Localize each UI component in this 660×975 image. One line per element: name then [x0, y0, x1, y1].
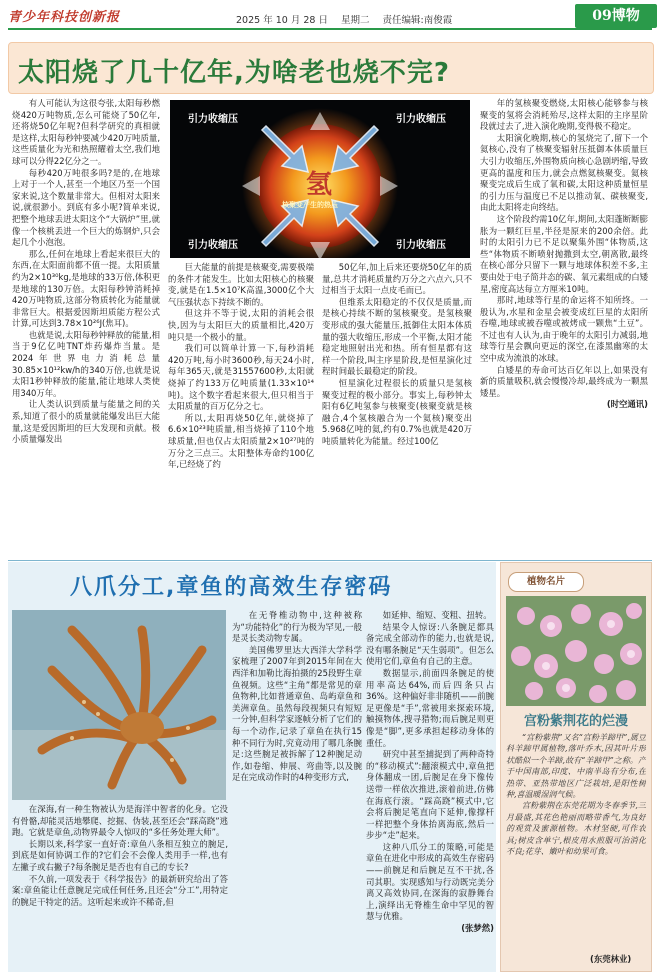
section-badge: 09博物: [575, 4, 657, 28]
paragraph: 在无脊椎动物中,这种被称为“功能特化”的行为极为罕见,一般是灵长类动物专属。: [232, 610, 362, 644]
sun-illustration: [170, 100, 470, 258]
paragraph: 年的氢核聚变燃烧,太阳核心能够参与核聚变的氢将会消耗殆尽,这样太阳的主序星阶段就过去了,进入演化晚期,变得极不稳定。: [480, 98, 648, 132]
sun-label-top-right: 引力收缩压: [396, 114, 446, 125]
issue-info: [236, 12, 462, 26]
paragraph: 恒星演化过程很长的质量只是氢核聚变过程的极小部分。事实上,每秒钟太阳有6亿吨氢参与核聚变(核聚变就是核融合,4个氢核融合为一个氦核)聚变出5.968亿吨的氦,约有0.7%也就是420万吨质量转化为能量。经过100亿: [322, 377, 472, 446]
article2-column-3: [366, 610, 494, 970]
article2-column-2: [232, 610, 362, 970]
article1-column-1: [12, 98, 160, 553]
paragraph: 数据显示,前面四条腕足的使用率高达64%,而后四条只占36%。这种偏好非非随机——前腕足更像是“手”,常被用来探索环境,触摸物体,搜寻猎物;而后腕足则更像是“脚”,更多承担起移动身体的重任。: [366, 667, 494, 748]
paragraph: 在深海,有一种生物被认为是海洋中智者的化身。它没有骨骼,却能灵活地攀爬、挖掘、伪装,甚至还会“踩高跷”逃跑。它就是章鱼,动物界最令人惊叹的“多任务处理大师”。: [12, 804, 228, 838]
issue-editor: 责任编辑:南俊霞: [382, 15, 453, 26]
sun-label-bottom-right: 引力收缩压: [396, 240, 446, 251]
article2-column-1: [12, 804, 228, 970]
paragraph: 也就是说,太阳每秒钟释放的能量,相当于9亿亿吨TNT炸药爆炸当量。是2024年世界电力消耗总量30.85×10¹²kw/h的340万倍,也就是说太阳1秒钟释放的能量,能让地球人类使用340万年。: [12, 329, 160, 398]
paragraph: 但这并不等于说,太阳的消耗会很快,因为与太阳巨大的质量相比,420万吨只是一个极小的量。: [168, 308, 314, 342]
paragraph: 太阳演化晚期,核心的氢烧完了,留下一个氦核心,没有了核聚变辐射压抵御本体质量巨大引力收缩压,外围物质向核心急剧坍缩,导致更高的温度和压力,就会点燃氦核聚变。氦核聚变完成后生成了氧和碳,太阳这种质量恒星的引力压与温度已不足以推动氧、碳核聚变,由此太阳将走向终结。: [480, 132, 648, 213]
sun-label-bottom-left: 引力收缩压: [188, 240, 238, 251]
sun-label-top-left: 引力收缩压: [188, 114, 238, 125]
paragraph: 所以,太阳再烧50亿年,就烧掉了6.6×10²³吨质量,相当烧掉了110个地球质量,但也仅占太阳质量2×10²⁷吨的万分之三点三。太阳整体寿命约100亿年,已经烧了约: [168, 412, 314, 470]
paragraph: 长期以来,科学家一直好奇:章鱼八条相互独立的腕足,到底是如何协调工作的?它们会不会像人类用手一样,也有左撇子或右撇子?每条腕足是否也有自己的专长?: [12, 838, 228, 872]
paragraph: 美国佛罗里达大西洋大学科学家梳理了2007年到2015年间在大西洋和加勒比海拍摄的25段野生章鱼视频。这些“主角”都是常见的章鱼物种,比如普通章鱼、岛屿章鱼和美洲章鱼。虽然每段视频只有短短一分钟,但科学家逐帧分析了它们的每一个动作,记录了章鱼在执行15种不同行为时,究竟动用了哪几条腕足:这些腕足被拆解了12种腕足动作,如卷缩、伸展、弯曲等,以及腕足在完成动作时的4种变形方式,: [232, 644, 362, 783]
paragraph: 我们可以简单计算一下,每秒消耗420万吨,每小时3600秒,每天24小时,每年365天,就是31557600秒,太阳就烧掉了约133万亿吨质量(1.33×10¹⁴吨)。这个数字看起来很大,但只相当于太阳质量的百万亿分之七。: [168, 343, 314, 412]
paragraph: 那时,地球等行星的命运将不知所终。一般认为,水星和金星会被变成红巨星的太阳所吞噬,地球或被吞噬或被烤成一颗焦“土豆”。不过也有人认为,由于晚年的太阳引力减弱,地球等行星会飘向更远的深空,在漆黑幽寒的太空中成为流浪的冰球。: [480, 295, 648, 364]
paragraph: 这个阶段约需10亿年,期间,太阳蓬断断膨胀为一颗红巨星,半径是原来的200余倍。此时的太阳引力已不足以聚集外围“体物质,这些“体物质不断喷射抛撒到太空,朝离散,最终在核心部分只留下一颗与地球体积差不多,主要由处于电子简并态的碳、氧元素组成的白矮星,密度高达每立方厘米10吨。: [480, 213, 648, 294]
paragraph: 白矮星的寿命可达百亿年以上,如果没有新的质量吸积,就会慢慢冷却,最终成为一颗黑矮星。: [480, 364, 648, 398]
sun-center-character: 氢: [306, 170, 333, 200]
paragraph: “宫粉紫荆”又名“宫粉羊蹄甲”,属豆科羊蹄甲属植物,落叶乔木,因其叶片形状酷似一个羊蹄,故有“羊蹄甲”之称。产于中国南部,印度、中南半岛有分布,在热带、亚热带地区广泛栽培,是阳性树种,喜温暖湿润气候。: [506, 733, 646, 800]
issue-date: 2025 年 10 月 28 日: [236, 15, 328, 26]
flower-illustration: [506, 596, 646, 706]
section-divider: [8, 560, 652, 561]
article1-credit: (时空通讯): [606, 399, 648, 410]
paragraph: 但维系太阳稳定的不仅仅是质量,而是核心持续不断的氢核聚变。是氢核聚变形成的强大能量压,抵御住太阳本体质量的强大收缩压,形成一个平衡,太阳才能稳定地照射出光和热。所有恒星都有这样一个阶段,叫主序星阶段,是恒星演化过程时间最长最稳定的阶段。: [322, 296, 472, 377]
article2-credit: (张梦然): [461, 923, 494, 934]
plant-card-header: 植物名片: [508, 572, 584, 592]
paragraph: 如延伸、缩短、变粗、扭转。: [382, 610, 492, 620]
octopus-illustration: [12, 610, 226, 800]
octopus-article-title: 八爪分工,章鱼的高效生存密码: [70, 575, 393, 600]
plant-card-credit: (东莞林业): [590, 954, 632, 964]
issue-weekday: 星期二: [340, 15, 370, 26]
paragraph: 结果令人惊讶:八条腕足都具备完成全部动作的能力,也就是说,没有哪条腕足“天生弱项”。但怎么使用它们,章鱼有自己的主意。: [366, 621, 494, 667]
newspaper-logo: 青少年科技创新报: [8, 10, 121, 25]
paragraph: 每秒420万吨很多吗?是的,在地球上对于一个人,甚至一个地区乃至一个国家来说,这个数量非常大。但相对太阳来说,就很渺小。到底有多小呢?简单来说,把整个地球丢进太阳这个“大锅炉”里,就像一个核桃丢进一个巨大的炼钢炉,只会起几个小泡泡。: [12, 167, 160, 248]
plant-card-title: 宫粉紫荆花的烂漫: [523, 714, 628, 729]
article1-column-4: [480, 98, 648, 538]
paragraph: 研究中甚至捕捉到了两种奇特的“移动模式”:翻滚模式中,章鱼把身体翻成一团,后腕足在身下像传送带一样依次推进,滚着前进,仿佛在海底行滚。“踩高跷”模式中,它会将后腕足笔直向下延伸,像撑杆一样把整个身体抬离海底,然后一步步“走”起来。: [366, 749, 494, 841]
octopus-photo: [12, 610, 226, 800]
masthead-rule: [8, 28, 652, 30]
paragraph: 不久前,一项发表于《科学报告》的最新研究给出了答案:章鱼能让任意腕足完成任何任务,且还会“分工”,用特定的腕足干特定的活。这听起来或许不稀奇,但: [12, 873, 228, 907]
plant-card-text: [506, 732, 646, 952]
article1-column-2: [168, 262, 314, 553]
bauhinia-photo: [506, 596, 646, 706]
sun-core-label: 核聚变产生的热压: [282, 201, 338, 209]
paragraph: 宫粉紫荆在东莞花期为冬春季节,三月最盛,其花色艳丽而略带香气,为良好的观赏及蜜源植物。木材坚硬,可作农具;树皮含单宁,根皮用水煎服可治消化不良;花芽、嫩叶和幼果可食。: [506, 801, 646, 857]
paragraph: 那么,任何在地球上看起来很巨大的东西,在太阳面前都不值一提。太阳质量约为2×10³⁰kg,是地球的33万倍,体积更是地球的130万倍。太阳每秒钟消耗掉420万吨物质,这部分物质转化为能量就非常巨大。根据爱因斯坦质能方程公式计算,可达到3.78×10²⁶J(焦耳)。: [12, 248, 160, 329]
article1-column-3: [322, 262, 472, 553]
paragraph: 让人类认识到质量与能量之间的关系,知道了很小的质量就能爆发出巨大能量,这是爱因斯坦的巨大发现和贡献。极小质量爆发出: [12, 399, 160, 445]
paragraph: 有人可能认为这很夸张,太阳每秒燃烧420万吨物质,怎么可能烧了50亿年,还将烧50亿年呢?但科学研究的真相就是这样,太阳每秒钟要减少420万吨质量,这些质量化为光和热照耀着太空,我们地球可以分得22亿分之一。: [12, 98, 160, 166]
paragraph: 这种八爪分工的策略,可能是章鱼在进化中形成的高效生存密码——前腕足和后腕足互不干扰,各司其职。实现感知与行动既完美分离又高效协同,在深海的寂静舞台上,演绎出无脊椎生命中罕见的智慧与优雅。: [366, 841, 494, 922]
paragraph: 50亿年,加上后来还要烧50亿年的质量,总共才消耗质量约万分之六点六,只不过相当于太阳一点皮毛而已。: [322, 262, 472, 296]
paragraph: 巨大能量的前提是核聚变,需要极端的条件才能发生。比如太阳核心的核聚变,就是在1.5×10⁷K高温,3000亿个大气压强状态下持续不断的。: [168, 262, 314, 307]
headline-title: 太阳烧了几十亿年,为啥老也烧不完?: [18, 58, 450, 88]
